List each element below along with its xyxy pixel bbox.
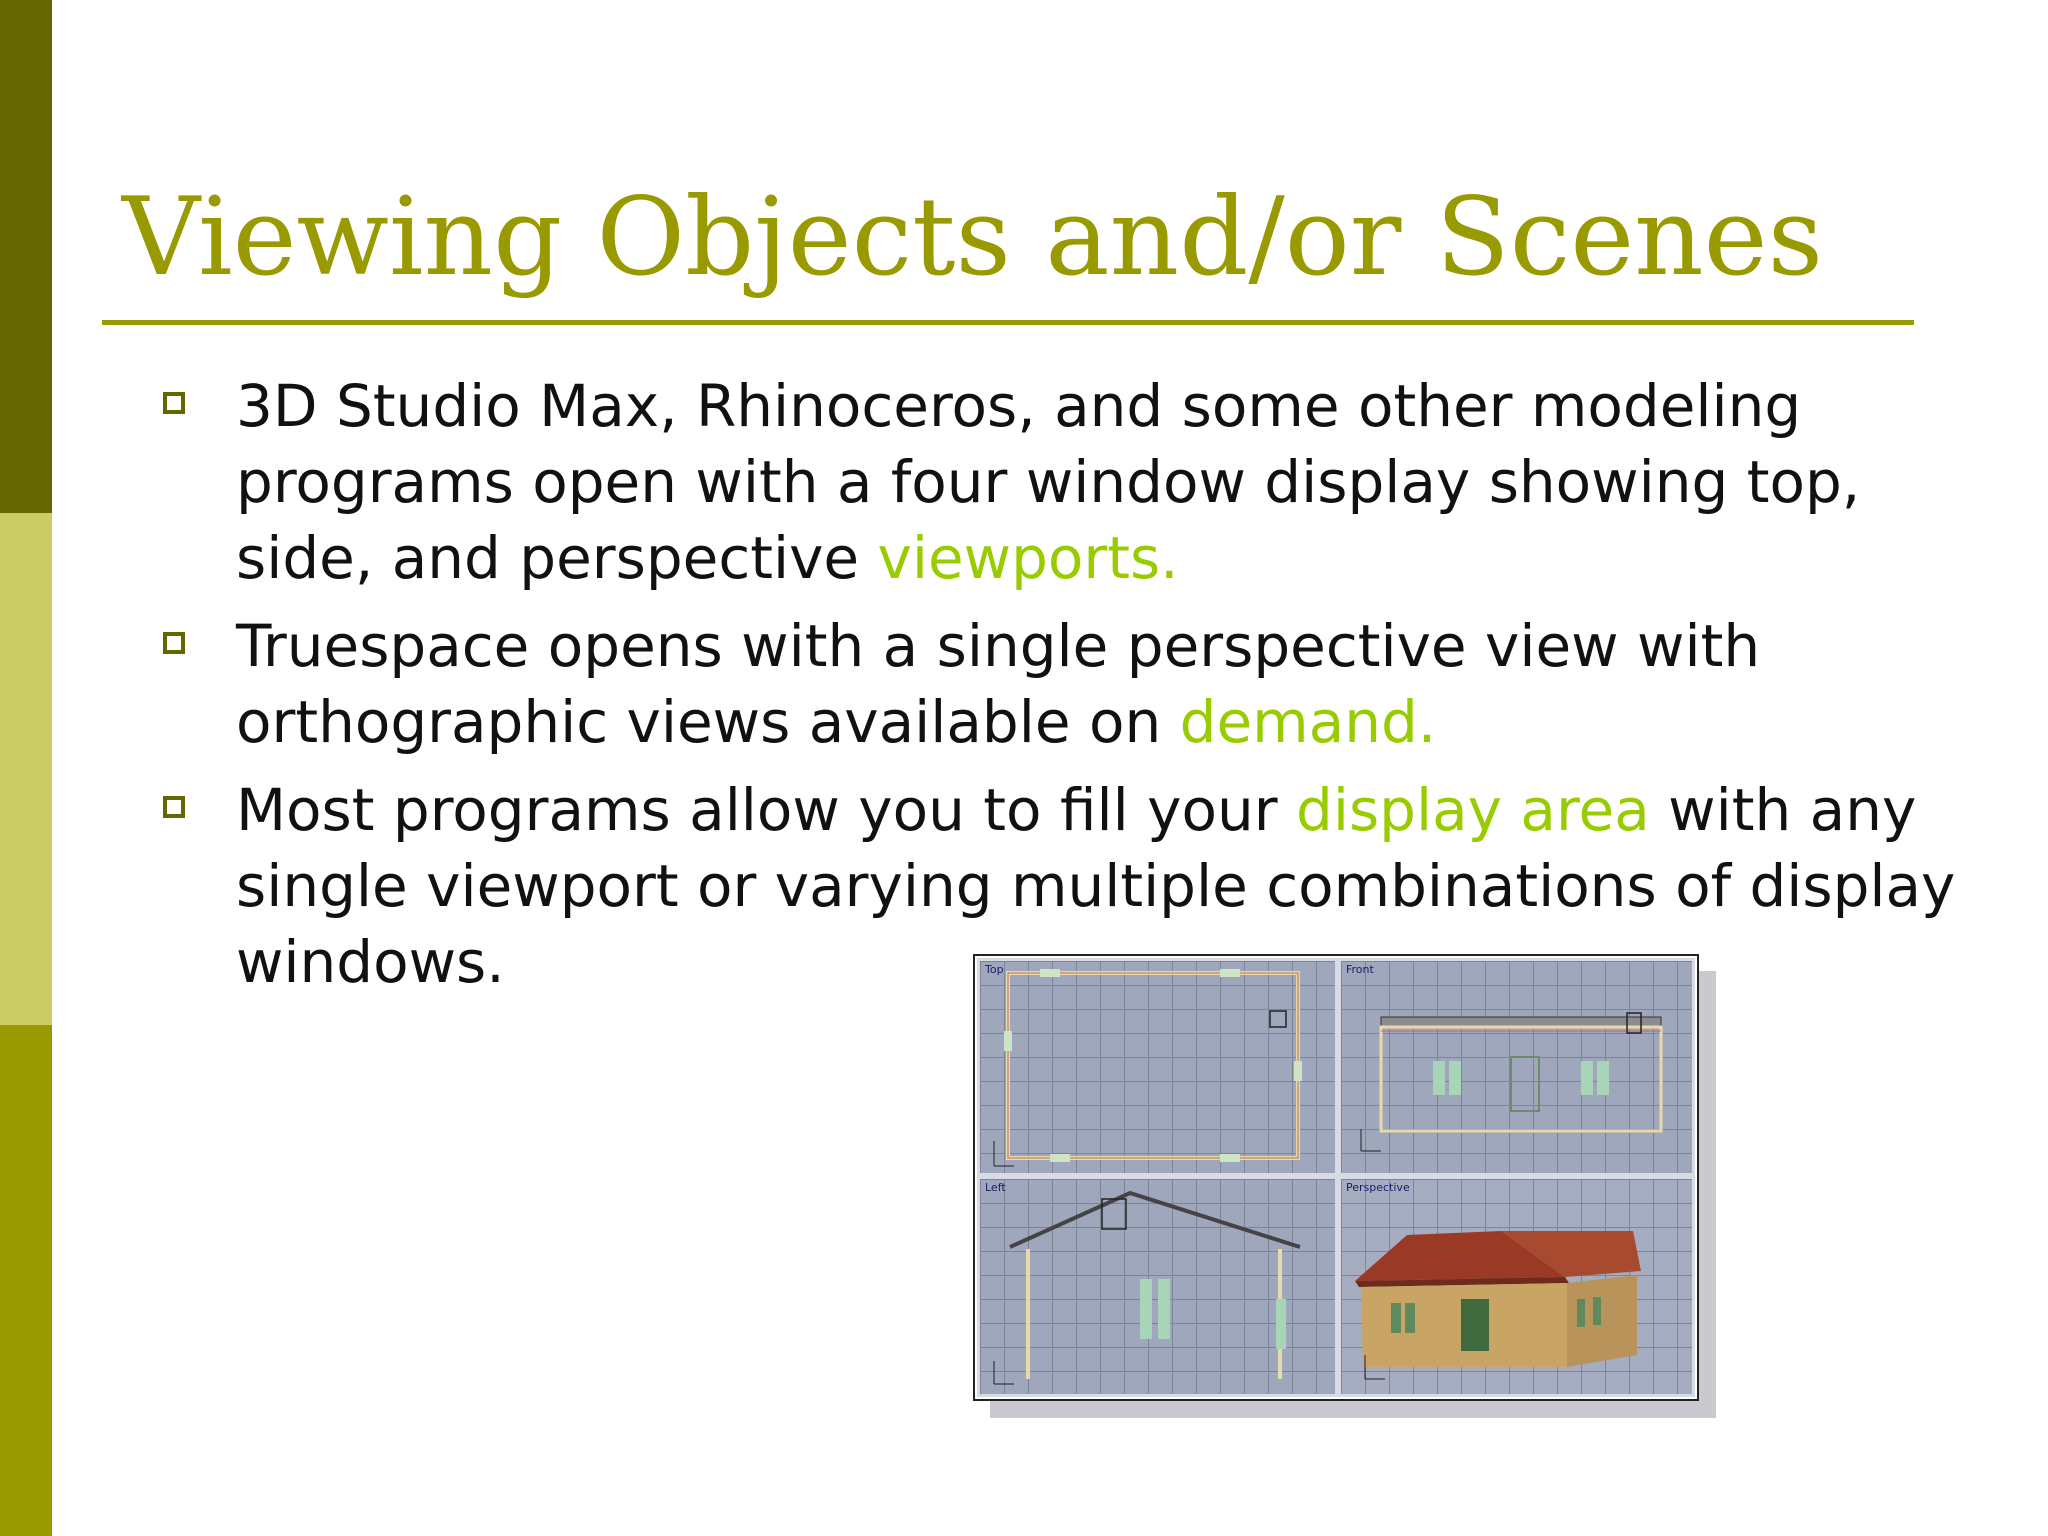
hollow-square-bullet-icon	[163, 796, 185, 818]
left-accent-bar-middle	[0, 513, 52, 1025]
bullet-text: 3D Studio Max, Rhinoceros, and some other modeling programs open with a four window display showing top, side, and perspective viewports.	[236, 372, 1861, 592]
bullet-item-2	[160, 608, 1960, 760]
viewport-perspective	[1338, 1176, 1695, 1397]
viewport-left	[977, 1176, 1338, 1397]
hollow-square-bullet-icon	[163, 392, 185, 414]
viewport-front	[1338, 958, 1695, 1176]
viewport-label: Left	[985, 1181, 1006, 1194]
slide-title: Viewing Objects and/or Scenes	[122, 175, 1823, 300]
highlight-link: viewports.	[877, 524, 1179, 592]
top-view-floorplan	[980, 961, 1335, 1173]
highlight-link: display area	[1296, 776, 1650, 844]
bullet-item-1	[160, 368, 1960, 596]
viewport-top	[977, 958, 1338, 1176]
viewport-label: Front	[1346, 963, 1374, 976]
bullet-text: Truespace opens with a single perspective view with orthographic views available on demand.	[236, 612, 1761, 756]
left-accent-bar-bottom	[0, 1025, 52, 1536]
viewport-label: Perspective	[1346, 1181, 1410, 1194]
hollow-square-bullet-icon	[163, 632, 185, 654]
perspective-house-render	[1341, 1179, 1692, 1394]
left-accent-bar-top	[0, 0, 52, 513]
title-underline	[102, 320, 1914, 325]
bullet-list	[160, 368, 1960, 1012]
front-view-elevation	[1341, 961, 1692, 1173]
viewport-label: Top	[985, 963, 1004, 976]
four-viewport-screenshot	[973, 954, 1699, 1401]
bullet-text: Most programs allow you to fill your display area with any single viewport or varying multiple combinations of display windows.	[236, 776, 1956, 996]
highlight-link: demand.	[1179, 688, 1437, 756]
left-view-elevation	[980, 1179, 1335, 1394]
